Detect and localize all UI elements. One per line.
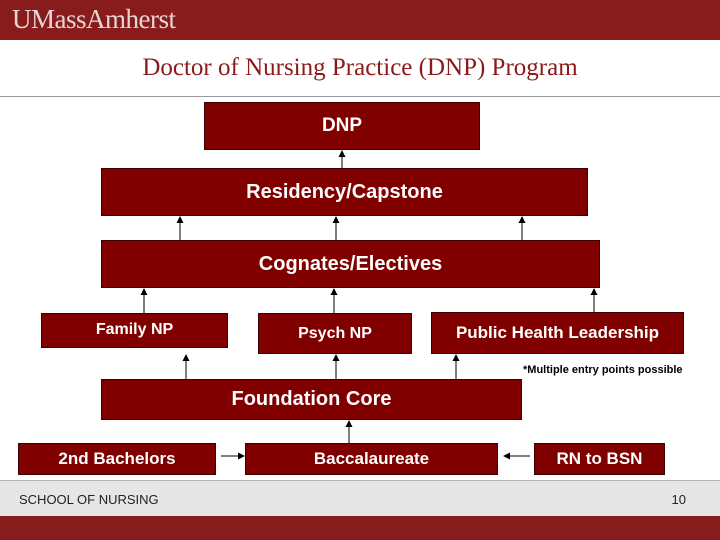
foundation-core-box: Foundation Core bbox=[101, 379, 522, 420]
slide-title: Doctor of Nursing Practice (DNP) Program bbox=[142, 54, 578, 81]
residency-capstone-box: Residency/Capstone bbox=[101, 168, 588, 216]
entry-points-note: *Multiple entry points possible bbox=[523, 364, 683, 376]
rn-to-bsn-box: RN to BSN bbox=[534, 443, 665, 475]
bottom-bar bbox=[0, 516, 720, 540]
public-health-leadership-box: Public Health Leadership bbox=[431, 312, 684, 354]
second-bachelors-box: 2nd Bachelors bbox=[18, 443, 216, 475]
baccalaureate-box: Baccalaureate bbox=[245, 443, 498, 475]
cognates-electives-box: Cognates/Electives bbox=[101, 240, 600, 288]
umass-logo: UMassAmherst bbox=[12, 4, 176, 34]
family-np-box: Family NP bbox=[41, 313, 228, 348]
school-of-nursing-label: SCHOOL OF NURSING bbox=[19, 492, 159, 507]
psych-np-box: Psych NP bbox=[258, 313, 412, 354]
page-number: 10 bbox=[671, 492, 686, 507]
dnp-box: DNP bbox=[204, 102, 480, 150]
footer-bar bbox=[0, 480, 720, 517]
